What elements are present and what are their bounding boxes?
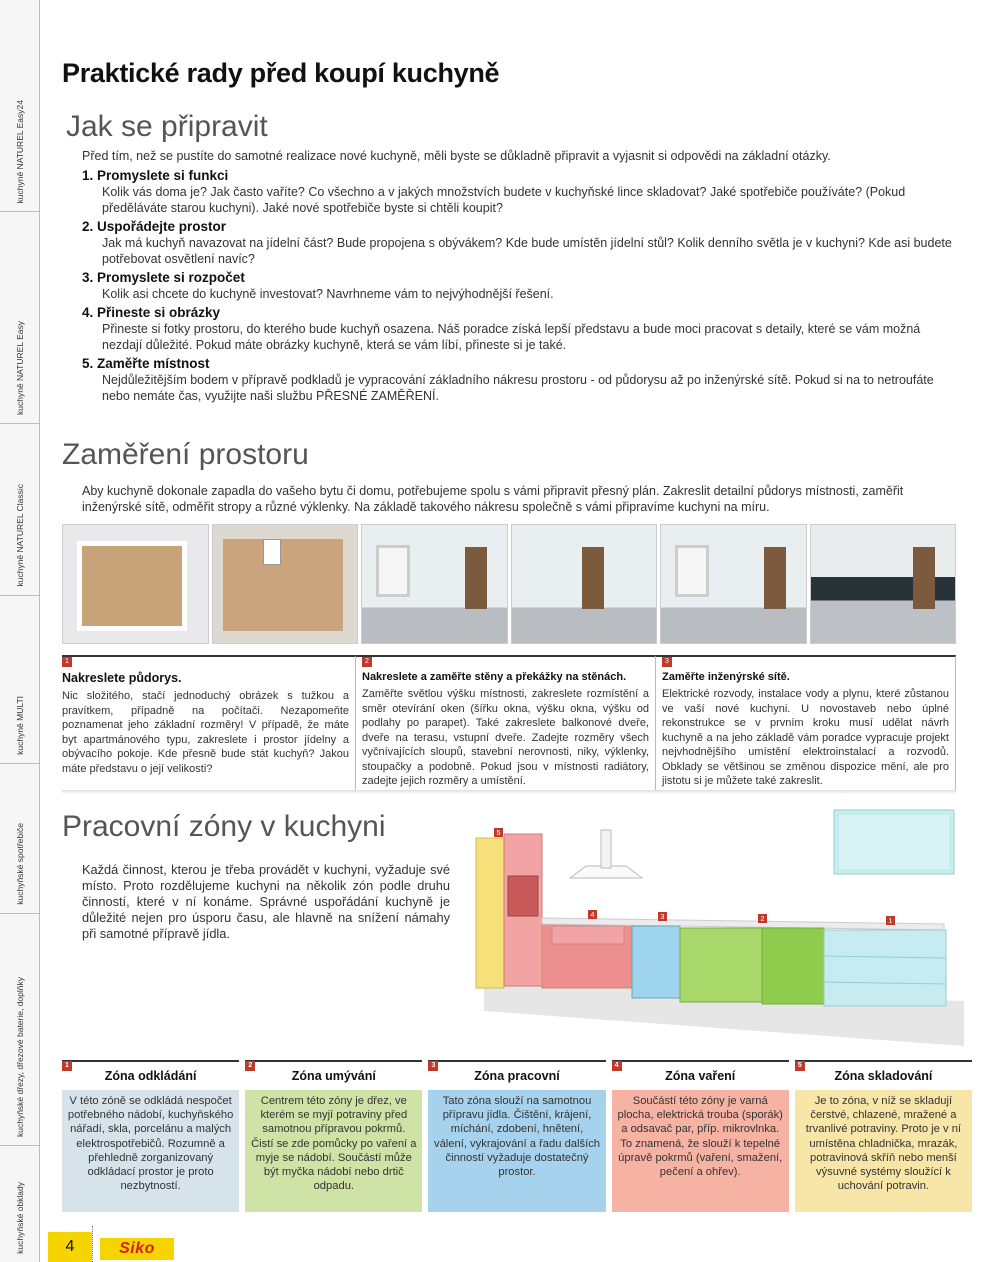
step-body: Nejdůležitějším bodem v přípravě podkladů je vypracování základního nákresu prostoru - od půdorysu až po inženýrské sítě. Pokud si na to netroufáte nebo nemáte čas, využijte naši službu PŘESNÉ ZAMĚŘENÍ. — [102, 373, 934, 403]
kitchen-zones-illustration — [474, 806, 974, 1056]
zone-marker-5: 5 — [496, 830, 501, 837]
zone-marker-4: 4 — [590, 912, 595, 919]
room-utilities-image — [660, 524, 807, 644]
zone-marker-3: 3 — [660, 914, 665, 921]
step-body: Jak má kuchyň navazovat na jídelní část? Bude propojena s obývákem? Kde bude umístěn jídelní stůl? Kolik denního světla je v kuchyni? Kde asi budete potřebovat osvětlení navíc? — [102, 236, 952, 266]
step-body: Elektrické rozvody, instalace vody a plynu, které zůstanou ve vaší nové kuchyni. U novostaveb nebo úplné rekonstrukce se v prvním kroku musí udělat návrh kuchyně a na jeho základě vám poradce vypracuje projekt nejvhodnějšího umístění elektroinstalací a rozvodů. Obklady se většinou se změnou dispozice mění, ale pro jistotu si je můžete také zakreslit. — [662, 688, 949, 787]
section-prepare-heading: Jak se připravit — [66, 110, 268, 143]
tab-label: kuchyňské dřezy, dřezové baterie, doplňky — [15, 976, 25, 1137]
measure-step — [62, 655, 356, 790]
step-title: Nakreslete půdorys. — [62, 671, 182, 685]
prepare-step — [82, 270, 962, 302]
zone-number: 3 — [428, 1061, 438, 1071]
zone-card — [62, 1060, 239, 1212]
prepare-block — [82, 148, 962, 404]
prepare-step — [82, 168, 962, 216]
tab-label: kuchyně NATUREL Easy — [15, 320, 25, 415]
floor-plan-detail-image — [212, 524, 359, 644]
prepare-step — [82, 305, 962, 353]
section-measure-heading: Zaměření prostoru — [62, 438, 309, 471]
section-zones-heading: Pracovní zóny v kuchyni — [62, 810, 386, 843]
tab-obklady[interactable] — [0, 1146, 40, 1262]
zone-title: Zóna vaření — [665, 1069, 736, 1083]
tab-label: kuchyně NATUREL Classic — [15, 484, 25, 587]
tab-drezy[interactable] — [0, 914, 40, 1146]
step-title: 5. Zaměřte místnost — [82, 356, 210, 371]
zone-header — [428, 1060, 605, 1090]
side-tabs — [0, 0, 40, 1262]
step-title: Nakreslete a zaměřte stěny a překážky na stěnách. — [362, 671, 627, 683]
step-body: Kolik asi chcete do kuchyně investovat? Navrhneme vám to nejvýhodnější řešení. — [102, 287, 554, 301]
room-walls-image — [361, 524, 508, 644]
step-body: Zaměřte světlou výšku místnosti, zakreslete rozmístění a směr otevírání oken (šířku okna, výšku okna, výšku od podlahy po parapet). Také zakreslete balkonové dveře, dveře na terasu, vstupní dveře. Zadejte rozměry všech vyčnívajících sloupů, stavební nerovnosti, niky, výklenky, stoupačky a podobně. Pokud jsou v místnosti radiátory, zadejte jejich rozměry a umístění. — [362, 688, 649, 787]
tab-label: kuchyňské spotřebiče — [15, 823, 25, 905]
step-title: 3. Promyslete si rozpočet — [82, 270, 245, 285]
step-body: Kolik vás doma je? Jak často vaříte? Co všechno a v jakých množstvích budete v kuchyňské lince skladovat? Jaké spotřebiče používáte? (Pokud předěláváte starou kuchyni). Jaké nové spotřebiče byste si chtěli koupit? — [102, 185, 906, 215]
zone-header — [612, 1060, 789, 1090]
zone-body: Je to zóna, v níž se skladují čerstvé, chlazené, mražené a trvanlivé potraviny. Proto je v ní umístěna chladnička, mrazák, potravinová skříň nebo menší výsuvné systémy sloužící k uchování potravin. — [795, 1090, 972, 1212]
zones-intro: Každá činnost, kterou je třeba provádět v kuchyni, vyžaduje své místo. Proto rozdělujeme kuchyni na několik zón podle druhu činností, které v ní konáme. Správné uspořádání kuchyně je důležité nejen pro úsporu času, ale hlavně na snížení námahy při samotné přípravě jídla. — [82, 862, 450, 941]
zone-card — [245, 1060, 422, 1212]
zone-body: Součástí této zóny je varná plocha, elektrická trouba (sporák) a odsavač par, příp. mikrovlnka. To znamená, že slouží k tepelné úpravě pokrmů (vaření, smažení, pečení a ohřev). — [612, 1090, 789, 1212]
floor-plan-image — [62, 524, 209, 644]
step-body: Přineste si fotky prostoru, do kterého bude kuchyň osazena. Náš poradce získá lepší představu a bude moci pracovat s detaily, které se vám možná nezdají důležité. Pokud máte obrázky kuchyně, která se vám líbí, přineste si je také. — [102, 322, 921, 352]
step-title: Zaměřte inženýrské sítě. — [662, 671, 790, 683]
tab-naturel-easy[interactable] — [0, 212, 40, 424]
zone-title: Zóna umývání — [291, 1069, 376, 1083]
step-title: 1. Promyslete si funkci — [82, 168, 229, 183]
zones-table — [62, 1060, 972, 1212]
room-tiles-image — [810, 524, 957, 644]
measurement-photos — [62, 524, 956, 644]
prepare-step — [82, 219, 962, 267]
tab-label: kuchyně MULTI — [15, 696, 25, 755]
zone-card — [612, 1060, 789, 1212]
zone-header — [795, 1060, 972, 1090]
tab-multi[interactable] — [0, 596, 40, 764]
zone-number: 2 — [245, 1061, 255, 1071]
step-number: 2 — [362, 657, 372, 667]
zone-title: Zóna pracovní — [474, 1069, 560, 1083]
room-obstacles-image — [511, 524, 658, 644]
step-number: 3 — [662, 657, 672, 667]
zone-title: Zóna skladování — [834, 1069, 933, 1083]
tab-naturel-easy24[interactable] — [0, 0, 40, 212]
footer-divider — [92, 1226, 93, 1262]
tab-label: kuchyňské obklady — [15, 1182, 25, 1254]
zone-body: Centrem této zóny je dřez, ve kterém se myjí potraviny před samotnou přípravou pokrmů. Čistí se zde pomůcky po vaření a myje se nádobí. Součástí může být myčka nádobí nebo drtič odpadu. — [245, 1090, 422, 1212]
zone-number: 5 — [795, 1061, 805, 1071]
zone-header — [62, 1060, 239, 1090]
page-title: Praktické rady před koupí kuchyně — [62, 58, 500, 88]
zone-marker-1: 1 — [888, 918, 893, 925]
step-number: 1 — [62, 657, 72, 667]
zone-number: 4 — [612, 1061, 622, 1071]
zone-marker-2: 2 — [760, 916, 765, 923]
prepare-intro: Před tím, než se pustíte do samotné realizace nové kuchyně, měli byste se důkladně připravit a vyjasnit si odpovědi na základní otázky. — [82, 149, 831, 163]
measure-intro: Aby kuchyně dokonale zapadla do vašeho bytu či domu, potřebujeme spolu s vámi připravit přesný plán. Zakreslit detailní půdorys místnosti, zaměřit inženýrské sítě, odměřit stropy a různé výklenky. Na základě takového nákresu společně s vámi připravíme kuchyni na míru. — [82, 484, 904, 514]
zone-body: V této zóně se odkládá nespočet potřebného nádobí, kuchyňského nářadí, skla, porcelánu a malých elektrospotřebičů. Rozumně a přehledně zorganizovaný odkládací prostor je proto nezbytností. — [62, 1090, 239, 1212]
tab-label: kuchyně NATUREL Easy24 — [15, 99, 25, 203]
measure-step — [656, 655, 956, 790]
zone-header — [245, 1060, 422, 1090]
step-title: 4. Přineste si obrázky — [82, 305, 221, 320]
zone-card — [795, 1060, 972, 1212]
step-title: 2. Uspořádejte prostor — [82, 219, 227, 234]
tab-spotrebice[interactable] — [0, 764, 40, 914]
siko-logo[interactable]: Siko — [100, 1238, 174, 1260]
zone-title: Zóna odkládání — [104, 1069, 197, 1083]
tab-naturel-classic[interactable] — [0, 424, 40, 596]
measure-step — [356, 655, 656, 790]
measure-steps — [62, 655, 956, 790]
step-body: Nic složitého, stačí jednoduchý obrázek s tužkou a pravítkem, případně na počítači. Nezapomeňte poznamenat jeho základní rozměry! V případě, že máte byt apartmánového typu, zakreslete i prostor jídelny a obývacího pokoje. Kde přesně bude stát kuchyň? Jakou máte představu o její velikosti? — [62, 690, 349, 775]
prepare-step — [82, 356, 962, 404]
page-number: 4 — [48, 1232, 92, 1262]
zone-card — [428, 1060, 605, 1212]
zone-body: Tato zóna slouží na samotnou přípravu jídla. Čištění, krájení, míchání, zdobení, hnětení, válení, vykrajování a řadu dalších činností vyžaduje dostatečný prostor. — [428, 1090, 605, 1212]
zone-number: 1 — [62, 1061, 72, 1071]
